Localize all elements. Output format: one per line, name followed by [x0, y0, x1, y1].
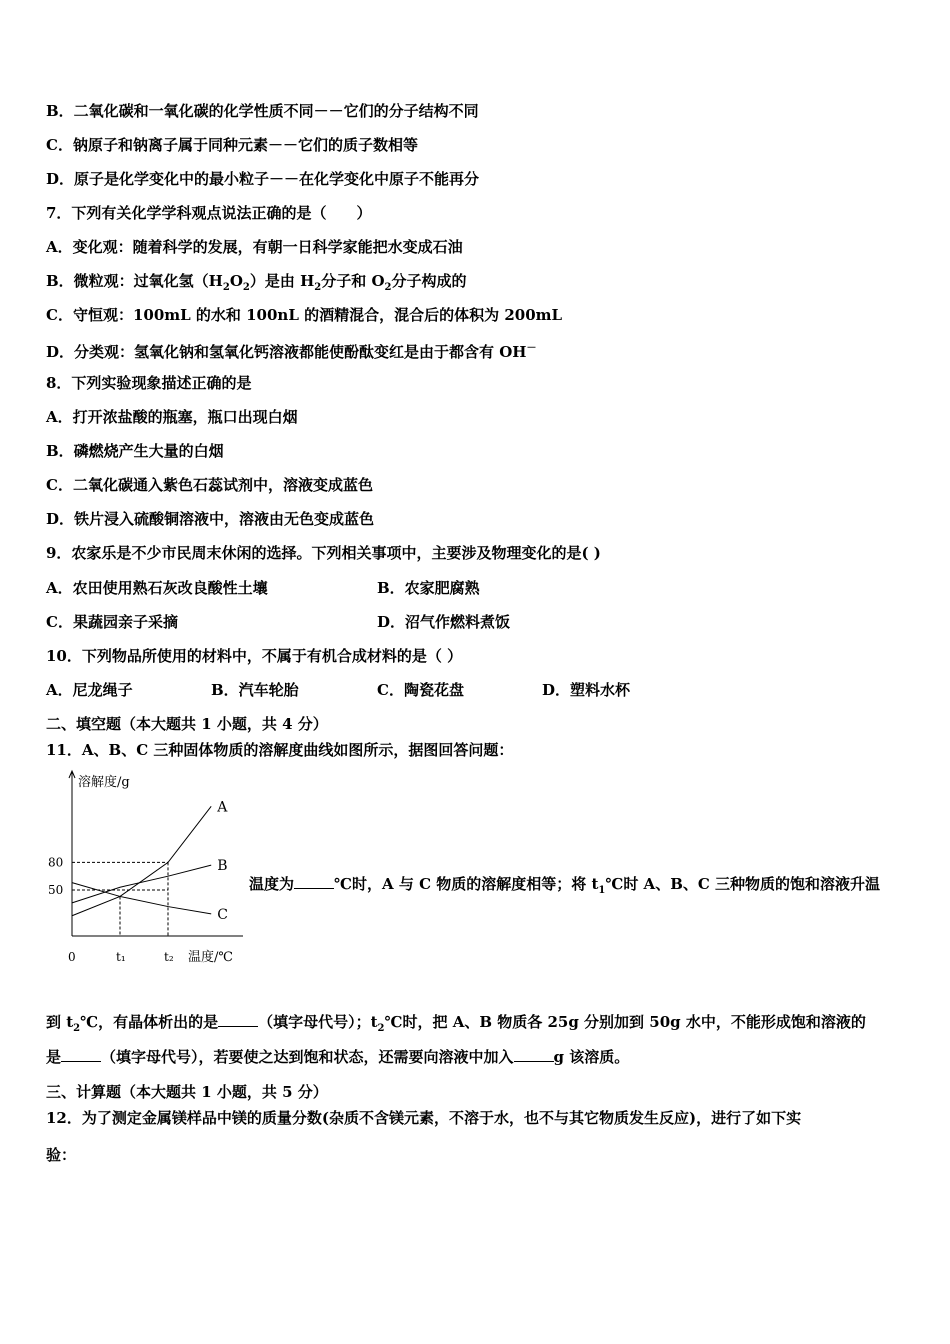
section-2-heading: 二、填空题（本大题共 1 小题，共 4 分） [46, 715, 328, 733]
y-axis-title: 溶解度/g [78, 775, 130, 790]
q12-line-2: 验： [46, 1146, 77, 1164]
curve-a [72, 806, 211, 915]
q7-option-a: A．变化观：随着科学的发展，有朝一日科学家能把水变成石油 [46, 238, 463, 256]
q11-text-3: 是 （填字母代号），若要使之达到饱和状态，还需要向溶液中加入 g 该溶质。 [46, 1048, 630, 1066]
q12-line-1: 12．为了测定金属镁样品中镁的质量分数(杂质不含镁元素，不溶于水，也不与其它物质发生反应)，进行了如下实 [46, 1109, 802, 1127]
curve-c [72, 883, 211, 914]
q8-stem: 8．下列实验现象描述正确的是 [46, 374, 252, 392]
q10-stem: 10．下列物品所使用的材料中，不属于有机合成材料的是（ ） [46, 647, 463, 665]
answer-blank-3[interactable] [61, 1047, 101, 1062]
q9-option-d: D．沼气作燃料煮饭 [377, 613, 511, 631]
q7-option-c: C．守恒观：100mL 的水和 100nL 的酒精混合，混合后的体积为 200mL [46, 306, 563, 324]
q9-stem: 9．农家乐是不少市民周末休闲的选择。下列相关事项中，主要涉及物理变化的是( ) [46, 544, 601, 562]
q8-option-c: C．二氧化碳通入紫色石蕊试剂中，溶液变成蓝色 [46, 476, 373, 494]
q11-text-2: 到 $t_2℃$，有晶体析出的是 （填字母代号）；$t_2℃$时，把 A、B 物质各 25g 分别加到 50g 水中，不能形成饱和溶液的 [46, 1013, 866, 1034]
q7-option-b: B．微粒观：过氧化氢$(H_2O_2)$是由 $H_2$分子和 $O_2$分子构成的 [46, 272, 467, 293]
curve-b [72, 865, 211, 903]
curve-label-b: B [217, 858, 228, 875]
x-tick-label: 0 [68, 950, 76, 964]
x-tick-label: t₂ [164, 950, 174, 964]
q10-option-c: C．陶瓷花盘 [377, 681, 464, 699]
q9-row-1 [46, 578, 480, 598]
chart-guides [72, 862, 168, 936]
solubility-chart [38, 768, 253, 968]
q10-option-b: B．汽车轮胎 [211, 681, 299, 699]
answer-blank-2[interactable] [218, 1012, 258, 1027]
q6-option-c: C．钠原子和钠离子属于同种元素－－它们的质子数相等 [46, 136, 418, 154]
q10-option-a: A．尼龙绳子 [46, 681, 133, 699]
curve-label-c: C [217, 906, 228, 923]
q7-stem: 7．下列有关化学学科观点说法正确的是（ ） [46, 204, 372, 222]
q10-option-d: D．塑料水杯 [542, 681, 631, 699]
q11-stem: 11．A、B、C 三种固体物质的溶解度曲线如图所示，据图回答问题： [46, 741, 514, 759]
q9-option-a: A．农田使用熟石灰改良酸性土壤 [46, 579, 268, 597]
curve-label-a: A [217, 799, 228, 816]
x-tick-label: t₁ [116, 950, 126, 964]
section-3-heading: 三、计算题（本大题共 1 小题，共 5 分） [46, 1083, 328, 1101]
y-tick-label: 50 [48, 883, 64, 897]
q8-option-a: A．打开浓盐酸的瓶塞，瓶口出现白烟 [46, 408, 298, 426]
y-tick-label: 80 [48, 855, 64, 870]
q9-option-c: C．果蔬园亲子采摘 [46, 613, 178, 631]
q6-option-d: D．原子是化学变化中的最小粒子－－在化学变化中原子不能再分 [46, 170, 480, 188]
q6-option-b: B．二氧化碳和一氧化碳的化学性质不同－－它们的分子结构不同 [46, 102, 479, 120]
q9-row-2 [46, 612, 511, 632]
q9-option-b: B．农家肥腐熟 [377, 579, 480, 597]
q11-text-1: 温度为 ℃时，A 与 C 物质的溶解度相等；将 $t_1℃$时 A、B、C 三种物质的饱和溶液升温 [249, 875, 881, 896]
q8-option-b: B．磷燃烧产生大量的白烟 [46, 442, 224, 460]
q7-option-d: D．分类观：氢氧化钠和氢氧化钙溶液都能使酚酞变红是由于都含有 OH－ [46, 343, 537, 361]
x-axis-title: 温度/℃ [188, 950, 233, 965]
chart-curves [72, 806, 211, 915]
answer-blank-4[interactable] [514, 1047, 554, 1062]
q8-option-d: D．铁片浸入硫酸铜溶液中，溶液由无色变成蓝色 [46, 510, 375, 528]
answer-blank-1[interactable] [294, 874, 334, 889]
